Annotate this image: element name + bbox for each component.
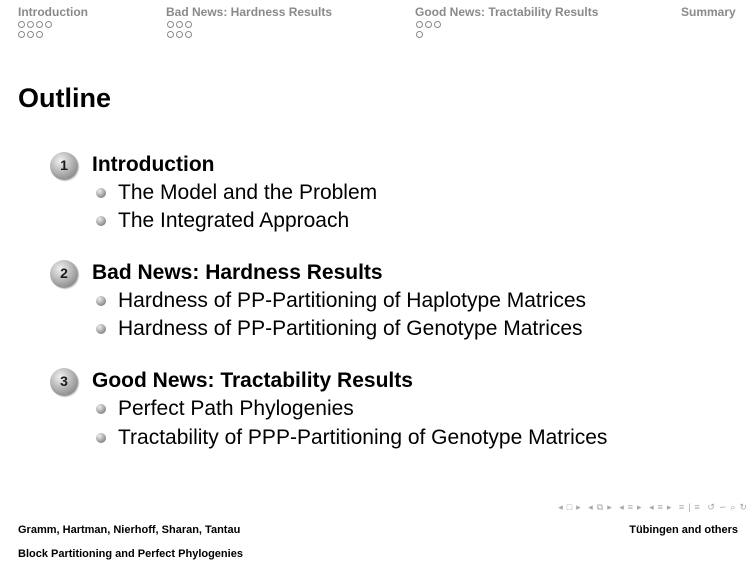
appendix-icon[interactable]: ≡ [694, 502, 701, 512]
frame-dot[interactable] [416, 21, 423, 28]
search-back-icon[interactable]: ∽ [718, 502, 728, 512]
next-subsection-icon[interactable]: ▸ [637, 502, 643, 512]
nav-frame-dots-introduction [18, 21, 54, 41]
bullet-icon [96, 433, 106, 443]
nav-frame-dots-good-news [416, 21, 443, 41]
nav-section-introduction[interactable]: Introduction [18, 5, 88, 19]
back-icon[interactable]: ↺ [707, 502, 716, 512]
outline-subsection-label: Hardness of PP-Partitioning of Haplotype Matrices [118, 289, 587, 312]
section-icon[interactable]: ≡ [657, 502, 664, 512]
frame-dot[interactable] [45, 21, 52, 28]
slide-icon[interactable]: □ [566, 502, 574, 512]
section-number-ball: 3 [50, 368, 78, 396]
next-section-icon[interactable]: ▸ [666, 502, 673, 512]
frame-dot[interactable] [36, 31, 43, 38]
footer-authors: Gramm, Hartman, Nierhoff, Sharan, Tantau [18, 524, 241, 536]
nav-section-summary[interactable]: Summary [681, 5, 736, 19]
section-navigation-bar [0, 0, 756, 46]
section-number-ball: 1 [50, 152, 78, 180]
subsection-icon[interactable]: ≡ [627, 502, 635, 512]
frame-dot[interactable] [36, 21, 43, 28]
outline-section-title[interactable]: Introduction [92, 153, 215, 176]
separator-icon: | [688, 502, 692, 512]
footer-talk-title: Block Partitioning and Perfect Phylogenies [18, 548, 243, 560]
frame-dot[interactable] [18, 21, 25, 28]
section-number-ball: 2 [50, 260, 78, 288]
outline-subsection-label: Tractability of PPP-Partitioning of Genotype Matrices [118, 426, 608, 449]
nav-section-good-news[interactable]: Good News: Tractability Results [415, 5, 599, 19]
bullet-icon [96, 216, 106, 226]
frame-dot[interactable] [27, 21, 34, 28]
bullet-icon [96, 296, 106, 306]
frame-dot[interactable] [185, 31, 192, 38]
outline-section-title[interactable]: Good News: Tractability Results [92, 369, 413, 392]
next-slide-icon[interactable]: ▸ [576, 502, 582, 512]
outline-subsection-label: Hardness of PP-Partitioning of Genotype Matrices [118, 317, 583, 340]
prev-slide-icon[interactable]: ◂ [558, 502, 564, 512]
nav-section-bad-news[interactable]: Bad News: Hardness Results [166, 5, 333, 19]
frame-dot[interactable] [416, 31, 423, 38]
frame-dot[interactable] [425, 21, 432, 28]
forward-icon[interactable]: ↻ [739, 502, 748, 512]
footer-institute: Tübingen and others [629, 524, 738, 536]
frame-dot[interactable] [167, 21, 174, 28]
frame-dot[interactable] [176, 21, 183, 28]
frame-dot[interactable] [434, 21, 441, 28]
frame-dot[interactable] [167, 31, 174, 38]
document-icon[interactable]: ≡ [678, 502, 686, 512]
prev-section-icon[interactable]: ◂ [649, 502, 655, 512]
nav-frame-dots-bad-news [167, 21, 194, 41]
outline-section-title[interactable]: Bad News: Hardness Results [92, 261, 383, 284]
frame-dot[interactable] [18, 31, 25, 38]
next-frame-icon[interactable]: ▸ [607, 502, 613, 512]
bullet-icon [96, 324, 106, 334]
bullet-icon [96, 188, 106, 198]
frame-dot[interactable] [185, 21, 192, 28]
frame-dot[interactable] [176, 31, 183, 38]
outline-subsection-label: The Integrated Approach [118, 209, 350, 232]
beamer-navigation-controls [555, 502, 748, 513]
prev-frame-icon[interactable]: ◂ [588, 502, 594, 512]
prev-subsection-icon[interactable]: ◂ [619, 502, 625, 512]
slide-title: Outline [18, 83, 111, 113]
search-icon[interactable]: ⌕ [730, 502, 737, 512]
frame-icon[interactable]: ⧉ [596, 502, 605, 512]
bullet-icon [96, 404, 106, 414]
frame-dot[interactable] [27, 31, 34, 38]
outline-subsection-label: The Model and the Problem [118, 181, 378, 204]
outline-subsection-label: Perfect Path Phylogenies [118, 397, 354, 420]
